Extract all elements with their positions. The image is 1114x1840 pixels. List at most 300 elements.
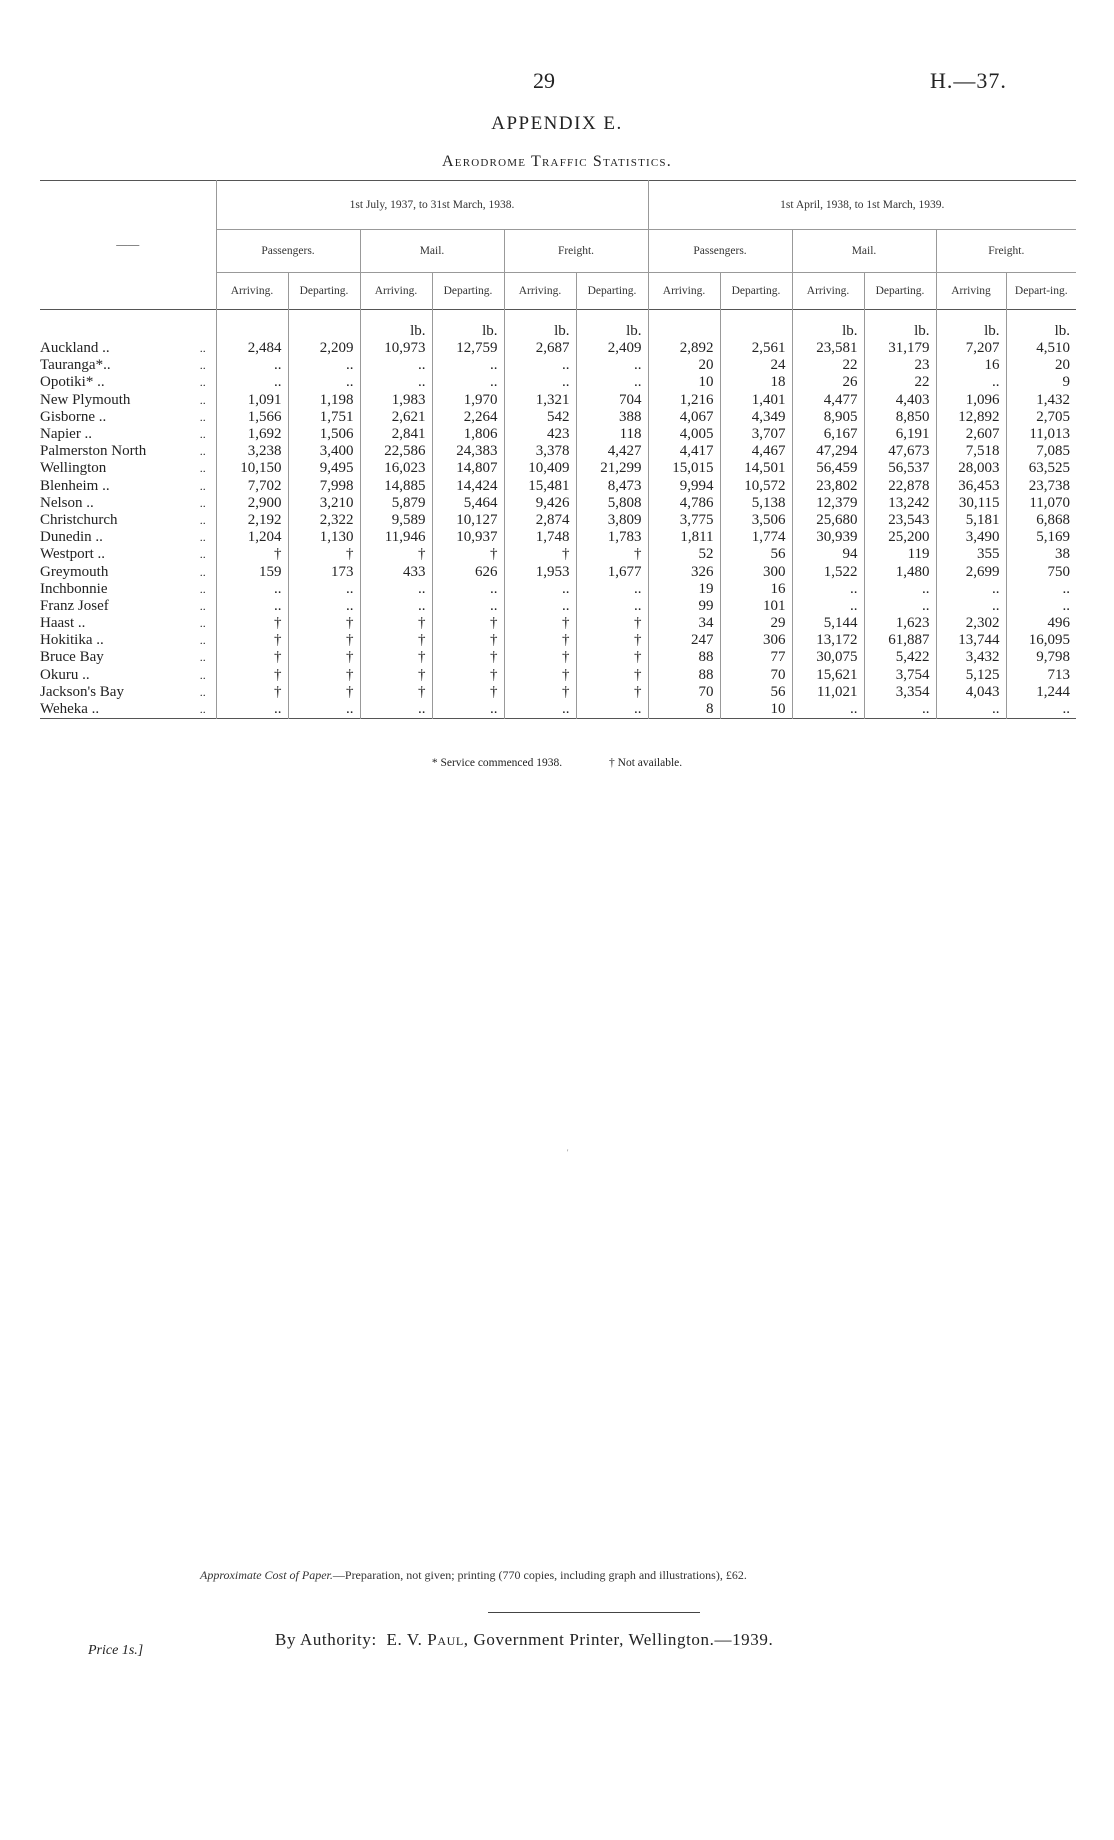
table-cell: † (576, 546, 648, 563)
aerodrome-traffic-table (40, 180, 1076, 719)
table-cell: 1,522 (792, 563, 864, 580)
table-row (40, 443, 1076, 460)
table-cell: 6,167 (792, 426, 864, 443)
table-cell: 18 (720, 374, 792, 391)
appendix-title: APPENDIX E. (491, 113, 623, 134)
table-cell: .. (936, 598, 1006, 615)
table-cell: .. (360, 357, 432, 374)
table-cell: 2,900 (216, 495, 288, 512)
table-cell: 15,621 (792, 667, 864, 684)
table-cell: 1,692 (216, 426, 288, 443)
unit-cell (216, 310, 288, 341)
category-header: Passengers. (216, 230, 360, 273)
table-row (40, 701, 1076, 719)
table-cell: 26 (792, 374, 864, 391)
table-cell: † (216, 667, 288, 684)
table-cell: 1,401 (720, 392, 792, 409)
table-cell: † (360, 546, 432, 563)
table-cell: 4,349 (720, 409, 792, 426)
category-header: Mail. (360, 230, 504, 273)
table-cell: 118 (576, 426, 648, 443)
table-cell: 2,892 (648, 340, 720, 357)
table-cell: 1,130 (288, 529, 360, 546)
table-cell: † (504, 632, 576, 649)
table-cell: 88 (648, 649, 720, 666)
table-cell: † (432, 632, 504, 649)
table-cell: † (288, 546, 360, 563)
aerodrome-name: Hokitika .. (40, 632, 104, 649)
table-cell: 101 (720, 598, 792, 615)
table-cell: 10,937 (432, 529, 504, 546)
table-cell: 3,754 (864, 667, 936, 684)
table-cell: 4,477 (792, 392, 864, 409)
table-cell: 56 (720, 684, 792, 701)
table-cell: 31,179 (864, 340, 936, 357)
aerodrome-name: Haast .. (40, 615, 86, 632)
leader-dots: .. (199, 495, 206, 510)
table-cell: 5,169 (1006, 529, 1076, 546)
table-cell: 10 (720, 701, 792, 719)
table-cell: 5,464 (432, 495, 504, 512)
table-cell: 1,091 (216, 392, 288, 409)
table-cell: 77 (720, 649, 792, 666)
table-cell: 10,973 (360, 340, 432, 357)
aerodrome-name: Inchbonnie (40, 580, 108, 597)
table-cell: 34 (648, 615, 720, 632)
table-cell: 306 (720, 632, 792, 649)
period-1-header: 1st July, 1937, to 31st March, 1938. (216, 181, 648, 230)
table-cell: 2,607 (936, 426, 1006, 443)
table-cell: 1,204 (216, 529, 288, 546)
table-cell: .. (288, 357, 360, 374)
table-cell: 5,422 (864, 649, 936, 666)
aerodrome-name: Gisborne .. (40, 408, 107, 425)
table-cell: .. (288, 581, 360, 598)
table-cell: 11,021 (792, 684, 864, 701)
table-cell: 14,807 (432, 460, 504, 477)
aerodrome-name: Nelson .. (40, 494, 94, 511)
table-cell: 542 (504, 409, 576, 426)
table-cell: 247 (648, 632, 720, 649)
price: Price 1s.] (88, 1643, 144, 1658)
table-cell: 1,751 (288, 409, 360, 426)
unit-cell (288, 310, 360, 341)
table-cell: 1,953 (504, 563, 576, 580)
table-cell: 47,673 (864, 443, 936, 460)
leader-dots: .. (199, 684, 206, 699)
table-cell: 14,501 (720, 460, 792, 477)
table-cell: 1,096 (936, 392, 1006, 409)
subheader: Arriving. (360, 273, 432, 310)
leader-dots: .. (199, 461, 206, 476)
table-cell: † (360, 615, 432, 632)
print-mark: ' (567, 1148, 569, 1157)
aerodrome-name: Westport .. (40, 546, 106, 563)
leader-dots: .. (199, 341, 206, 356)
table-cell: .. (792, 701, 864, 719)
table-cell: 2,705 (1006, 409, 1076, 426)
table-cell: 94 (792, 546, 864, 563)
table-cell: 6,868 (1006, 512, 1076, 529)
table-cell: 8,850 (864, 409, 936, 426)
table-cell: † (576, 684, 648, 701)
table-cell: † (504, 546, 576, 563)
table-cell: 159 (216, 563, 288, 580)
table-cell: † (576, 615, 648, 632)
table-cell: 4,427 (576, 443, 648, 460)
table-cell: 1,480 (864, 563, 936, 580)
table-cell: 3,775 (648, 512, 720, 529)
subheader: Arriving. (504, 273, 576, 310)
table-row (40, 340, 1076, 357)
table-cell: 47,294 (792, 443, 864, 460)
leader-dots: .. (199, 375, 206, 390)
table-row (40, 374, 1076, 391)
table-cell: .. (504, 581, 576, 598)
table-cell: 61,887 (864, 632, 936, 649)
table-cell: .. (792, 581, 864, 598)
table-cell: .. (936, 701, 1006, 719)
table-cell: † (288, 667, 360, 684)
table-row (40, 598, 1076, 615)
subheader: Arriving. (792, 273, 864, 310)
table-cell: 28,003 (936, 460, 1006, 477)
aerodrome-name: Auckland .. (40, 340, 110, 357)
table-cell: 2,322 (288, 512, 360, 529)
table-cell: 4,005 (648, 426, 720, 443)
table-cell: 36,453 (936, 478, 1006, 495)
leader-dots: .. (199, 409, 206, 424)
table-cell: 10,127 (432, 512, 504, 529)
table-cell: .. (288, 701, 360, 719)
unit-cell (720, 310, 792, 341)
table-cell: 388 (576, 409, 648, 426)
table-cell: 119 (864, 546, 936, 563)
table-cell: 626 (432, 563, 504, 580)
table-cell: † (360, 667, 432, 684)
table-cell: 25,680 (792, 512, 864, 529)
table-cell: 7,518 (936, 443, 1006, 460)
table-cell: 9,495 (288, 460, 360, 477)
leader-dots: .. (199, 478, 206, 493)
table-cell: † (216, 649, 288, 666)
table-cell: .. (576, 581, 648, 598)
table-cell: 70 (720, 667, 792, 684)
table-cell: 3,238 (216, 443, 288, 460)
table-cell: 30,939 (792, 529, 864, 546)
aerodrome-name: Jackson's Bay (40, 683, 124, 700)
table-cell: † (504, 684, 576, 701)
table-row (40, 392, 1076, 409)
table-cell: 4,786 (648, 495, 720, 512)
table-cell: † (504, 667, 576, 684)
table-cell: 21,299 (576, 460, 648, 477)
table-cell: 9,798 (1006, 649, 1076, 666)
table-cell: 2,484 (216, 340, 288, 357)
table-cell: 2,192 (216, 512, 288, 529)
table-cell: 25,200 (864, 529, 936, 546)
aerodrome-name: Bruce Bay (40, 649, 104, 666)
period-2-header: 1st April, 1938, to 1st March, 1939. (648, 181, 1076, 230)
table-cell: .. (360, 598, 432, 615)
table-cell: 3,354 (864, 684, 936, 701)
table-cell: 9,589 (360, 512, 432, 529)
table-cell: 22,586 (360, 443, 432, 460)
table-cell: .. (576, 598, 648, 615)
footnote-service: * Service commenced 1938. (431, 757, 563, 769)
unit-cell: lb. (1006, 310, 1076, 341)
table-cell: † (360, 632, 432, 649)
unit-cell: lb. (504, 310, 576, 341)
table-row (40, 649, 1076, 666)
table-cell: 1,811 (648, 529, 720, 546)
table-cell: 7,085 (1006, 443, 1076, 460)
leader-dots: .. (199, 358, 206, 373)
table-cell: 1,198 (288, 392, 360, 409)
table-cell: .. (504, 374, 576, 391)
table-cell: .. (936, 581, 1006, 598)
table-cell: 63,525 (1006, 460, 1076, 477)
table-cell: 2,302 (936, 615, 1006, 632)
table-cell: 8,473 (576, 478, 648, 495)
table-cell: 10,572 (720, 478, 792, 495)
table-cell: 3,378 (504, 443, 576, 460)
table-row (40, 495, 1076, 512)
table-cell: † (504, 649, 576, 666)
table-cell: 5,138 (720, 495, 792, 512)
table-cell: .. (864, 598, 936, 615)
leader-dots: .. (199, 581, 206, 596)
leader-dots: .. (199, 598, 206, 613)
table-row (40, 581, 1076, 598)
aerodrome-name: Okuru .. (40, 666, 90, 683)
subheader: Arriving. (648, 273, 720, 310)
table-cell: 5,808 (576, 495, 648, 512)
table-row (40, 615, 1076, 632)
table-cell: 3,506 (720, 512, 792, 529)
table-cell: 99 (648, 598, 720, 615)
table-cell: 9 (1006, 374, 1076, 391)
category-header: Passengers. (648, 230, 792, 273)
subheader: Arriving. (216, 273, 288, 310)
table-cell: .. (360, 701, 432, 719)
footnote-not-available: † Not available. (609, 757, 683, 769)
table-cell: 30,115 (936, 495, 1006, 512)
table-cell: .. (216, 581, 288, 598)
table-cell: .. (576, 701, 648, 719)
table-cell: .. (432, 598, 504, 615)
leader-dots: .. (199, 616, 206, 631)
aerodrome-name: Weheka .. (40, 701, 100, 718)
table-row (40, 684, 1076, 701)
table-cell: .. (288, 374, 360, 391)
table-cell: 23,738 (1006, 478, 1076, 495)
table-cell: 23,802 (792, 478, 864, 495)
table-cell: 4,067 (648, 409, 720, 426)
category-header: Freight. (936, 230, 1076, 273)
cost-text: —Preparation, not given; printing (770 copies, including graph and illustrations), £62. (332, 1568, 747, 1582)
table-cell: 1,677 (576, 563, 648, 580)
aerodrome-name: New Plymouth (40, 391, 131, 408)
table-cell: 2,209 (288, 340, 360, 357)
table-cell: 1,774 (720, 529, 792, 546)
table-cell: 2,687 (504, 340, 576, 357)
table-cell: 9,426 (504, 495, 576, 512)
table-cell: † (360, 649, 432, 666)
table-cell: 4,043 (936, 684, 1006, 701)
table-cell: .. (1006, 598, 1076, 615)
table-cell: 24 (720, 357, 792, 374)
table-cell: 8,905 (792, 409, 864, 426)
subheader: Departing. (576, 273, 648, 310)
table-cell: 22 (864, 374, 936, 391)
table-cell: 2,874 (504, 512, 576, 529)
subheader: Arriving (936, 273, 1006, 310)
unit-cell: lb. (792, 310, 864, 341)
table-cell: 56,537 (864, 460, 936, 477)
table-cell: 1,623 (864, 615, 936, 632)
table-cell: 3,707 (720, 426, 792, 443)
aerodrome-name: Wellington (40, 460, 107, 477)
table-cell: † (216, 615, 288, 632)
table-cell: .. (1006, 581, 1076, 598)
table-cell: 13,744 (936, 632, 1006, 649)
table-cell: 88 (648, 667, 720, 684)
table-cell: 29 (720, 615, 792, 632)
table-cell: † (432, 684, 504, 701)
table-cell: 16 (720, 581, 792, 598)
table-cell: † (288, 684, 360, 701)
table-cell: .. (360, 581, 432, 598)
leader-dots: .. (199, 667, 206, 682)
table-cell: 13,242 (864, 495, 936, 512)
table-cell: .. (432, 374, 504, 391)
table-cell: .. (216, 701, 288, 719)
table-cell: 52 (648, 546, 720, 563)
table-cell: 12,892 (936, 409, 1006, 426)
table-cell: 11,013 (1006, 426, 1076, 443)
table-cell: 1,244 (1006, 684, 1076, 701)
table-cell: 6,191 (864, 426, 936, 443)
table-cell: 16,023 (360, 460, 432, 477)
table-cell: 1,806 (432, 426, 504, 443)
unit-cell: lb. (432, 310, 504, 341)
table-row (40, 632, 1076, 649)
aerodrome-name: Napier .. (40, 426, 93, 443)
unit-cell: lb. (864, 310, 936, 341)
table-cell: † (216, 546, 288, 563)
table-cell: † (288, 649, 360, 666)
table-cell: .. (864, 701, 936, 719)
table-cell: .. (864, 581, 936, 598)
table-cell: 22 (792, 357, 864, 374)
table-cell: 23,543 (864, 512, 936, 529)
table-cell: 2,409 (576, 340, 648, 357)
subheader: Departing. (288, 273, 360, 310)
table-row (40, 460, 1076, 477)
table-cell: 2,621 (360, 409, 432, 426)
table-cell: .. (216, 357, 288, 374)
table-cell: † (360, 684, 432, 701)
table-cell: .. (288, 598, 360, 615)
table-cell: † (432, 649, 504, 666)
table-cell: 38 (1006, 546, 1076, 563)
table-cell: 12,759 (432, 340, 504, 357)
table-cell: .. (360, 374, 432, 391)
table-cell: 8 (648, 701, 720, 719)
aerodrome-name: Greymouth (40, 563, 109, 580)
table-cell: 30,075 (792, 649, 864, 666)
table-cell: 16 (936, 357, 1006, 374)
aerodrome-name: Christchurch (40, 511, 118, 528)
authority-prefix: By Authority: (275, 1630, 377, 1649)
table-cell: 9,994 (648, 478, 720, 495)
table-row (40, 357, 1076, 374)
table-cell: 2,561 (720, 340, 792, 357)
table-cell: † (432, 546, 504, 563)
table-cell: † (504, 615, 576, 632)
category-header: Mail. (792, 230, 936, 273)
table-cell: 3,490 (936, 529, 1006, 546)
table-row (40, 546, 1076, 563)
table-row (40, 529, 1076, 546)
subheader: Departing. (432, 273, 504, 310)
table-cell: 173 (288, 563, 360, 580)
printer-authority (275, 1630, 773, 1650)
leader-dots: .. (199, 427, 206, 442)
table-cell: 56,459 (792, 460, 864, 477)
table-cell: † (288, 615, 360, 632)
leader-dots: .. (199, 512, 206, 527)
table-cell: 11,946 (360, 529, 432, 546)
table-cell: .. (432, 357, 504, 374)
table-cell: 70 (648, 684, 720, 701)
table-cell: .. (1006, 701, 1076, 719)
table-cell: .. (216, 374, 288, 391)
table-cell: † (576, 667, 648, 684)
table-cell: 10 (648, 374, 720, 391)
table-cell: 1,783 (576, 529, 648, 546)
table-cell: .. (504, 598, 576, 615)
table-cell: 2,841 (360, 426, 432, 443)
aerodrome-name: Blenheim .. (40, 477, 110, 494)
table-body (40, 310, 1076, 719)
table-cell: 24,383 (432, 443, 504, 460)
table-cell: 2,699 (936, 563, 1006, 580)
table-cell: 5,125 (936, 667, 1006, 684)
table-cell: .. (792, 598, 864, 615)
table-cell: 750 (1006, 563, 1076, 580)
page-number: 29 (533, 68, 555, 93)
leader-dots: .. (199, 392, 206, 407)
printer-name: E. V. Paul, (386, 1630, 469, 1649)
table-row (40, 426, 1076, 443)
table-cell: .. (504, 701, 576, 719)
table-cell: 7,207 (936, 340, 1006, 357)
table-row (40, 667, 1076, 684)
table-row (40, 512, 1076, 529)
unit-cell: lb. (936, 310, 1006, 341)
table-cell: 20 (648, 357, 720, 374)
table-cell: 704 (576, 392, 648, 409)
aerodrome-name: Palmerston North (40, 443, 147, 460)
table-cell: .. (576, 374, 648, 391)
table-cell: 423 (504, 426, 576, 443)
table-cell: 4,467 (720, 443, 792, 460)
table-cell: 13,172 (792, 632, 864, 649)
table-cell: 1,983 (360, 392, 432, 409)
table-cell: .. (576, 357, 648, 374)
